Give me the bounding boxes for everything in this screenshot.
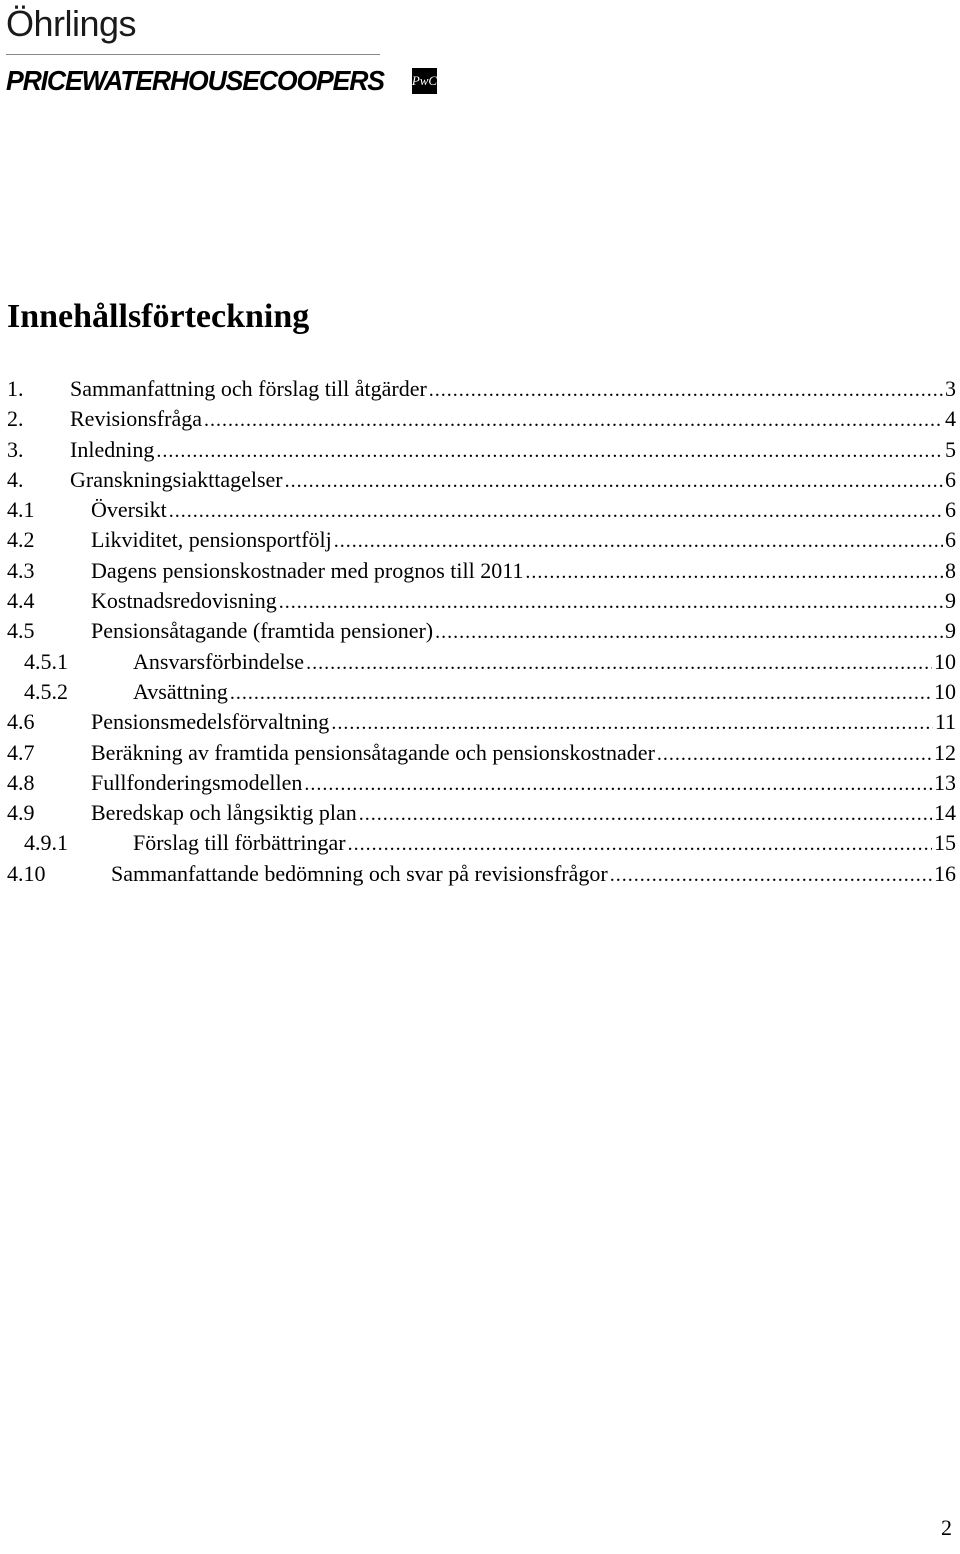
page-number: 2 <box>941 1515 952 1540</box>
toc-entry-line <box>91 556 956 587</box>
toc-entry[interactable] <box>0 647 960 677</box>
toc-entry-title: Likviditet, pensionsportfölj <box>91 527 332 553</box>
table-of-contents <box>0 374 960 889</box>
toc-entry-line <box>91 586 956 617</box>
toc-entry[interactable] <box>0 404 960 434</box>
toc-entry[interactable] <box>0 465 960 495</box>
toc-entry-page: 12 <box>934 739 956 765</box>
toc-entry-number: 4.9 <box>7 800 35 826</box>
toc-entry-page: 9 <box>945 588 956 614</box>
toc-leader-dots <box>429 375 943 405</box>
toc-entry[interactable] <box>0 828 960 858</box>
toc-entry-number: 3. <box>7 436 24 462</box>
toc-entry[interactable] <box>0 859 960 889</box>
toc-leader-dots <box>285 466 943 496</box>
toc-entry-number: 4.5 <box>7 618 35 644</box>
toc-entry-page: 6 <box>945 497 956 523</box>
toc-entry[interactable] <box>0 586 960 616</box>
toc-entry-title: Kostnadsredovisning <box>91 588 277 614</box>
toc-entry-line <box>133 647 956 678</box>
toc-entry-page: 11 <box>934 709 956 735</box>
toc-entry-line <box>70 465 956 496</box>
toc-entry-number: 4.9.1 <box>24 830 68 856</box>
toc-leader-dots <box>331 708 933 738</box>
toc-leader-dots <box>435 617 943 647</box>
toc-entry-page: 6 <box>945 466 956 492</box>
toc-entry-line <box>111 859 956 890</box>
toc-entry-page: 8 <box>945 557 956 583</box>
toc-entry-title: Revisionsfråga <box>70 406 202 432</box>
toc-entry-line <box>91 495 956 526</box>
toc-title: Innehållsförteckning <box>7 298 310 335</box>
toc-entry-title: Beräkning av framtida pensionsåtagande och pensionskostnader <box>91 739 655 765</box>
toc-entry-page: 3 <box>945 376 956 401</box>
toc-entry-number: 4.7 <box>7 739 35 765</box>
toc-entry-line <box>70 374 956 405</box>
toc-leader-dots <box>525 557 943 587</box>
toc-entry-line <box>91 768 956 799</box>
toc-entry-number: 4.5.2 <box>24 678 68 704</box>
toc-entry-title: Inledning <box>70 436 155 462</box>
toc-entry-line <box>91 798 956 829</box>
toc-entry-number: 2. <box>7 406 24 432</box>
toc-entry[interactable] <box>0 677 960 707</box>
toc-entry[interactable] <box>0 435 960 465</box>
company-header <box>6 0 438 96</box>
toc-entry-number: 4.2 <box>7 527 35 553</box>
toc-entry-title: Granskningsiakttagelser <box>70 466 283 492</box>
toc-entry-line <box>91 738 956 769</box>
toc-entry[interactable] <box>0 707 960 737</box>
toc-entry-page: 10 <box>934 678 956 704</box>
toc-entry[interactable] <box>0 768 960 798</box>
toc-entry[interactable] <box>0 495 960 525</box>
toc-leader-dots <box>359 799 932 829</box>
toc-entry-page: 5 <box>945 436 956 462</box>
toc-entry-number: 4.10 <box>7 860 46 886</box>
toc-entry-number: 4.1 <box>7 497 35 523</box>
toc-entry-title: Pensionsmedelsförvaltning <box>91 709 330 735</box>
toc-entry-number: 4.3 <box>7 557 35 583</box>
toc-entry-line <box>91 616 956 647</box>
toc-entry-number: 4.8 <box>7 769 35 795</box>
toc-leader-dots <box>279 587 943 617</box>
toc-leader-dots <box>169 496 943 526</box>
toc-entry-line <box>91 707 956 738</box>
toc-entry-title: Avsättning <box>133 678 228 704</box>
toc-entry-title: Ansvarsförbindelse <box>133 648 305 674</box>
brand-row <box>6 65 438 96</box>
toc-leader-dots <box>204 405 943 435</box>
toc-entry[interactable] <box>0 616 960 646</box>
toc-leader-dots <box>304 769 932 799</box>
toc-leader-dots <box>230 678 932 708</box>
toc-entry-title: Pensionsåtagande (framtida pensioner) <box>91 618 434 644</box>
toc-entry-page: 14 <box>934 800 956 826</box>
toc-entry-number: 1. <box>7 376 24 401</box>
toc-leader-dots <box>610 860 932 890</box>
toc-entry-page: 10 <box>934 648 956 674</box>
toc-entry[interactable] <box>0 798 960 828</box>
toc-entry-title: Översikt <box>91 497 167 523</box>
toc-leader-dots <box>306 648 932 678</box>
toc-entry-line <box>91 525 956 556</box>
toc-entry-page: 16 <box>934 860 956 886</box>
toc-entry-page: 9 <box>945 618 956 644</box>
toc-entry[interactable] <box>0 525 960 555</box>
pwc-logo-icon: PwC <box>412 68 437 94</box>
toc-leader-dots <box>334 526 943 556</box>
toc-entry-number: 4.5.1 <box>24 648 68 674</box>
toc-entry-line <box>133 828 956 859</box>
brand-ohrlings: Öhrlings <box>6 3 137 44</box>
toc-leader-dots <box>657 739 932 769</box>
toc-leader-dots <box>348 829 932 859</box>
toc-entry-number: 4.6 <box>7 709 35 735</box>
toc-entry-number: 4. <box>7 466 24 492</box>
toc-entry-page: 6 <box>945 527 956 553</box>
brand-pricewaterhousecoopers: PRICEWATERHOUSECOOPERS <box>6 65 384 96</box>
toc-entry-line <box>70 404 956 435</box>
toc-entry-number: 4.4 <box>7 588 35 614</box>
toc-entry-line <box>133 677 956 708</box>
toc-leader-dots <box>156 436 943 466</box>
toc-entry-title: Fullfonderingsmodellen <box>91 769 303 795</box>
toc-entry-page: 15 <box>934 830 956 856</box>
toc-entry[interactable] <box>0 738 960 768</box>
toc-entry-page: 4 <box>945 406 956 432</box>
toc-entry-title: Sammanfattning och förslag till åtgärder <box>70 376 427 401</box>
toc-entry[interactable] <box>0 374 960 404</box>
toc-entry-title: Sammanfattande bedömning och svar på revisionsfrågor <box>111 860 608 886</box>
toc-entry-title: Dagens pensionskostnader med prognos till 2011 <box>91 557 524 583</box>
toc-entry[interactable] <box>0 556 960 586</box>
brand-divider <box>6 54 380 55</box>
toc-entry-title: Beredskap och långsiktig plan <box>91 800 357 826</box>
toc-entry-line <box>70 435 956 466</box>
toc-entry-page: 13 <box>934 769 956 795</box>
toc-entry-title: Förslag till förbättringar <box>133 830 346 856</box>
